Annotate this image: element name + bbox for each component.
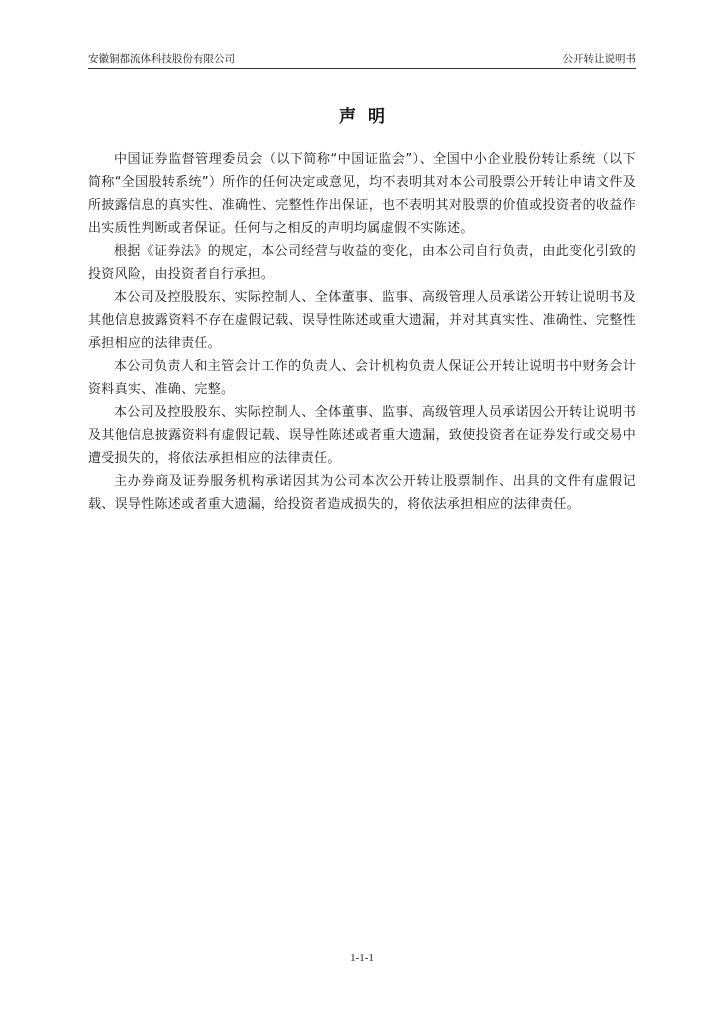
paragraph-investment-risk: 根据《证券法》的规定，本公司经营与收益的变化，由本公司自行负责，由此变化引致的投资风险，由投资者自行承担。 [88,244,636,282]
paragraph-financial-guarantee: 本公司负责人和主管会计工作的负责人、会计机构负责人保证公开转让说明书中财务会计资料真实、准确、完整。 [88,359,636,397]
page-header [88,52,636,69]
page-title: 声明 [339,107,397,127]
statement-body [88,148,636,516]
paragraph-liability-commitment: 本公司及控股股东、实际控制人、全体董事、监事、高级管理人员承诺因公开转让说明书及其他信息披露资料有虚假记载、误导性陈述或者重大遗漏，致使投资者在证券发行或交易中遭受损失的，将依法承担相应的法律责任。 [88,405,636,466]
paragraph-csrc-disclaimer: 中国证券监督管理委员会（以下简称“中国证监会”）、全国中小企业股份转让系统（以下简称“全国股转系统”）所作的任何决定或意见，均不表明其对本公司股票公开转让申请文件及所披露信息的真实性、准确性、完整性作出保证，也不表明其对股票的价值或投资者的收益作出实质性判断或者保证。任何与之相反的声明均属虚假不实陈述。 [88,152,636,236]
paragraph-company-commitment: 本公司及控股股东、实际控制人、全体董事、监事、高级管理人员承诺公开转让说明书及其他信息披露资料不存在虚假记载、误导性陈述或重大遗漏，并对其真实性、准确性、完整性承担相应的法律责任。 [88,290,636,351]
page-number: 1-1-1 [350,952,374,964]
header-company-name: 安徽铜都流体科技股份有限公司 [88,53,235,65]
paragraph-broker-commitment: 主办券商及证券服务机构承诺因其为公司本次公开转让股票制作、出具的文件有虚假记载、误导性陈述或者重大遗漏，给投资者造成损失的，将依法承担相应的法律责任。 [88,474,636,512]
header-document-type: 公开转让说明书 [562,53,636,65]
